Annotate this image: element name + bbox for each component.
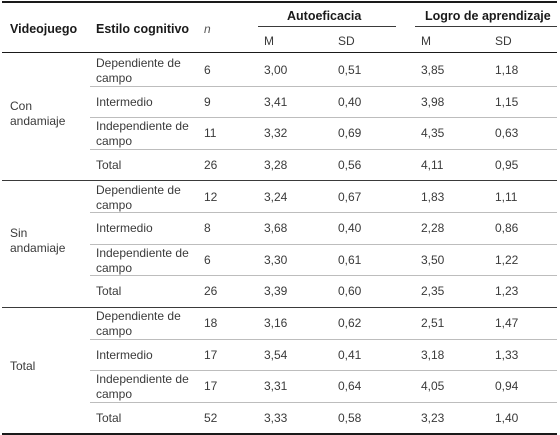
row-separator [90, 402, 557, 403]
row-am: 3,41 [264, 94, 288, 109]
row-n: 6 [204, 63, 211, 77]
row-estilo: Dependiente de campo [96, 56, 181, 85]
row-lsd: 1,15 [495, 94, 519, 109]
row-n: 11 [204, 126, 217, 141]
row-lsd: 1,33 [495, 347, 519, 362]
row-separator [90, 370, 557, 371]
row-estilo: Dependiente de campo [96, 182, 181, 212]
header-n: n [204, 22, 211, 36]
header-logro-sd: SD [495, 34, 512, 48]
row-asd: 0,69 [338, 126, 362, 141]
row-lm: 4,05 [421, 379, 445, 394]
row-asd: 0,40 [338, 94, 362, 109]
row-n: 18 [204, 316, 218, 330]
row-asd: 0,62 [338, 316, 362, 330]
row-asd: 0,41 [338, 347, 362, 362]
row-am: 3,00 [264, 63, 288, 77]
header-autoeficacia: Autoeficacia [287, 9, 362, 23]
group-label: Sin andamiaje [10, 225, 66, 255]
header-auto-m: M [264, 34, 274, 48]
row-estilo: Intermedio [96, 221, 153, 236]
row-asd: 0,64 [338, 379, 362, 394]
row-lsd: 1,47 [495, 316, 519, 330]
row-estilo: Independiente de campo [96, 119, 189, 149]
row-separator [2, 180, 557, 181]
row-n: 12 [204, 189, 218, 204]
row-lsd: 1,11 [495, 189, 518, 204]
row-lm: 3,23 [421, 410, 445, 425]
row-asd: 0,67 [338, 189, 362, 204]
row-lsd: 0,95 [495, 157, 519, 172]
row-am: 3,39 [264, 284, 288, 299]
header-logro-m: M [421, 34, 431, 48]
row-asd: 0,40 [338, 221, 362, 236]
row-n: 26 [204, 284, 218, 299]
top-rule [2, 1, 557, 3]
autoeficacia-underline [258, 26, 396, 27]
row-estilo: Total [96, 157, 122, 172]
row-lm: 4,11 [421, 157, 444, 172]
row-am: 3,28 [264, 157, 288, 172]
group-label: Total [10, 359, 36, 373]
row-estilo: Independiente de campo [96, 245, 189, 275]
row-separator [90, 149, 557, 150]
row-lsd: 1,22 [495, 252, 519, 267]
row-am: 3,24 [264, 189, 288, 204]
row-am: 3,31 [264, 379, 288, 394]
header-estilo-cognitivo: Estilo cognitivo [96, 22, 190, 36]
row-separator [2, 307, 557, 308]
row-n: 52 [204, 410, 218, 425]
row-lm: 4,35 [421, 126, 445, 141]
row-am: 3,54 [264, 347, 288, 362]
row-n: 17 [204, 379, 218, 394]
row-asd: 0,56 [338, 157, 362, 172]
row-estilo: Intermedio [96, 94, 153, 109]
row-estilo: Total [96, 410, 122, 425]
row-am: 3,32 [264, 126, 288, 141]
row-lm: 3,18 [421, 347, 445, 362]
header-videojuego: Videojuego [10, 22, 78, 36]
row-am: 3,30 [264, 252, 288, 267]
row-n: 6 [204, 252, 211, 267]
row-estilo: Total [96, 284, 122, 299]
row-asd: 0,60 [338, 284, 362, 299]
row-n: 9 [204, 94, 211, 109]
row-lm: 2,51 [421, 316, 445, 330]
header-rule [2, 52, 557, 53]
row-lsd: 0,94 [495, 379, 519, 394]
group-label: Con andamiaje [10, 99, 66, 128]
row-separator [90, 275, 557, 276]
row-estilo: Independiente de campo [96, 372, 189, 402]
row-estilo: Intermedio [96, 347, 153, 362]
row-lm: 3,98 [421, 94, 445, 109]
row-separator [90, 86, 557, 87]
row-lm: 2,28 [421, 221, 445, 236]
row-lsd: 1,23 [495, 284, 519, 299]
row-lsd: 1,40 [495, 410, 519, 425]
row-lm: 2,35 [421, 284, 445, 299]
row-separator [90, 212, 557, 213]
row-asd: 0,51 [338, 63, 362, 77]
row-am: 3,68 [264, 221, 288, 236]
row-lsd: 0,63 [495, 126, 519, 141]
row-n: 17 [204, 347, 218, 362]
row-separator [90, 339, 557, 340]
row-lm: 3,85 [421, 63, 445, 77]
header-logro: Logro de aprendizaje [425, 9, 551, 23]
row-am: 3,16 [264, 316, 288, 330]
row-separator [90, 117, 557, 118]
logro-underline [415, 26, 557, 27]
row-lsd: 1,18 [495, 63, 519, 77]
row-lm: 3,50 [421, 252, 445, 267]
row-asd: 0,61 [338, 252, 362, 267]
row-asd: 0,58 [338, 410, 362, 425]
row-lsd: 0,86 [495, 221, 519, 236]
header-auto-sd: SD [338, 34, 355, 48]
row-estilo: Dependiente de campo [96, 309, 181, 338]
row-n: 26 [204, 157, 218, 172]
row-lm: 1,83 [421, 189, 445, 204]
row-am: 3,33 [264, 410, 288, 425]
row-n: 8 [204, 221, 211, 236]
